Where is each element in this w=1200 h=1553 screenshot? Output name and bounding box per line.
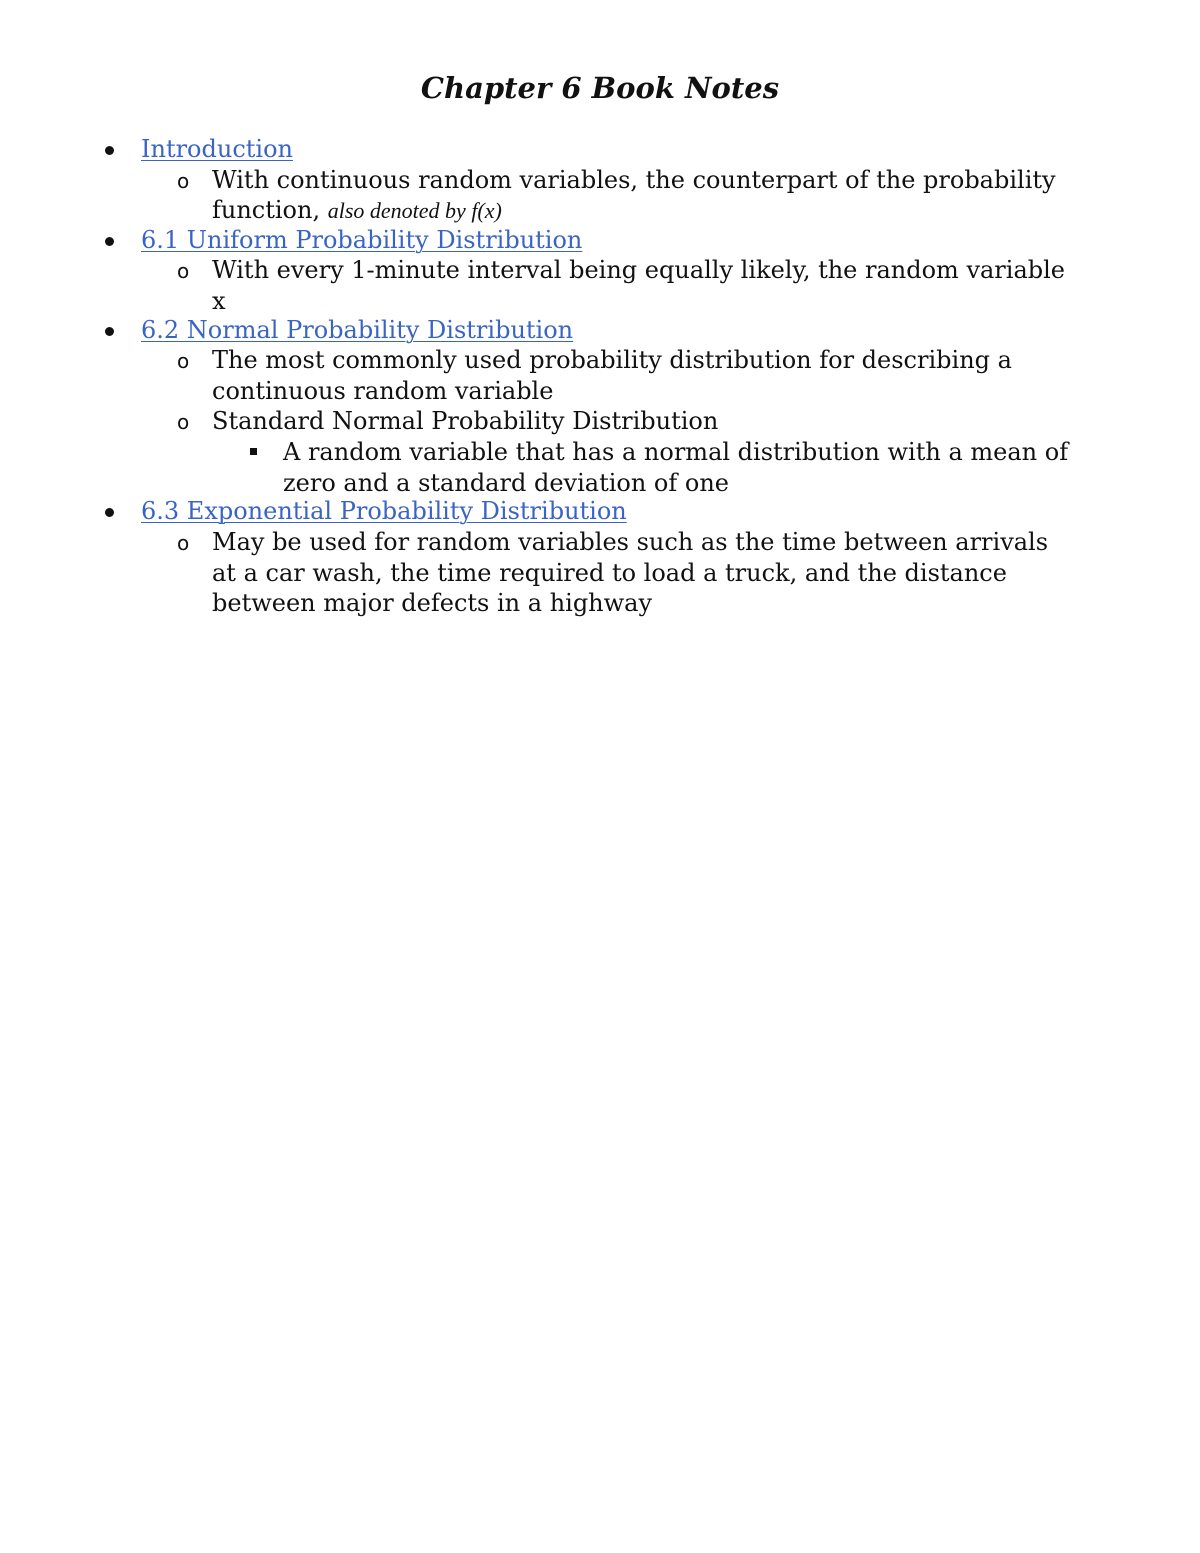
list-item-text-main: function, xyxy=(212,196,328,224)
bullet-icon xyxy=(105,146,114,155)
list-item-text: With continuous random variables, the counterpart of the probability xyxy=(212,166,1056,194)
section-link-exponential[interactable]: 6.3 Exponential Probability Distribution xyxy=(141,497,627,525)
list-item-text: May be used for random variables such as the time between arrivals xyxy=(212,528,1049,556)
square-bullet-icon xyxy=(250,448,257,455)
list-item-text-continued: continuous random variable xyxy=(212,377,554,405)
section-link-uniform[interactable]: 6.1 Uniform Probability Distribution xyxy=(141,226,583,254)
bullet-icon xyxy=(105,508,114,517)
list-item-text-continued: between major defects in a highway xyxy=(212,589,653,617)
circle-bullet-icon: o xyxy=(177,169,190,193)
bullet-icon xyxy=(105,327,114,336)
circle-bullet-icon: o xyxy=(177,349,190,373)
circle-bullet-icon: o xyxy=(177,531,190,555)
list-item-text: With every 1-minute interval being equally likely, the random variable xyxy=(212,256,1066,284)
sub-list-item-text-continued: zero and a standard deviation of one xyxy=(283,469,729,497)
page-title: Chapter 6 Book Notes xyxy=(420,71,780,105)
section-link-normal[interactable]: 6.2 Normal Probability Distribution xyxy=(141,316,574,344)
list-item-text: Standard Normal Probability Distribution xyxy=(212,407,719,435)
circle-bullet-icon: o xyxy=(177,259,190,283)
list-item-text-continued xyxy=(212,195,502,226)
list-item-text-continued: x xyxy=(212,287,226,315)
list-item-text: The most commonly used probability distribution for describing a xyxy=(212,346,1012,374)
circle-bullet-icon: o xyxy=(177,410,190,434)
bullet-icon xyxy=(105,237,114,246)
sub-list-item-text: A random variable that has a normal distribution with a mean of xyxy=(283,438,1069,466)
list-item-text-continued: at a car wash, the time required to load a truck, and the distance xyxy=(212,559,1007,587)
section-link-introduction[interactable]: Introduction xyxy=(141,135,293,163)
list-item-text-italic: also denoted by f(x) xyxy=(327,198,502,223)
